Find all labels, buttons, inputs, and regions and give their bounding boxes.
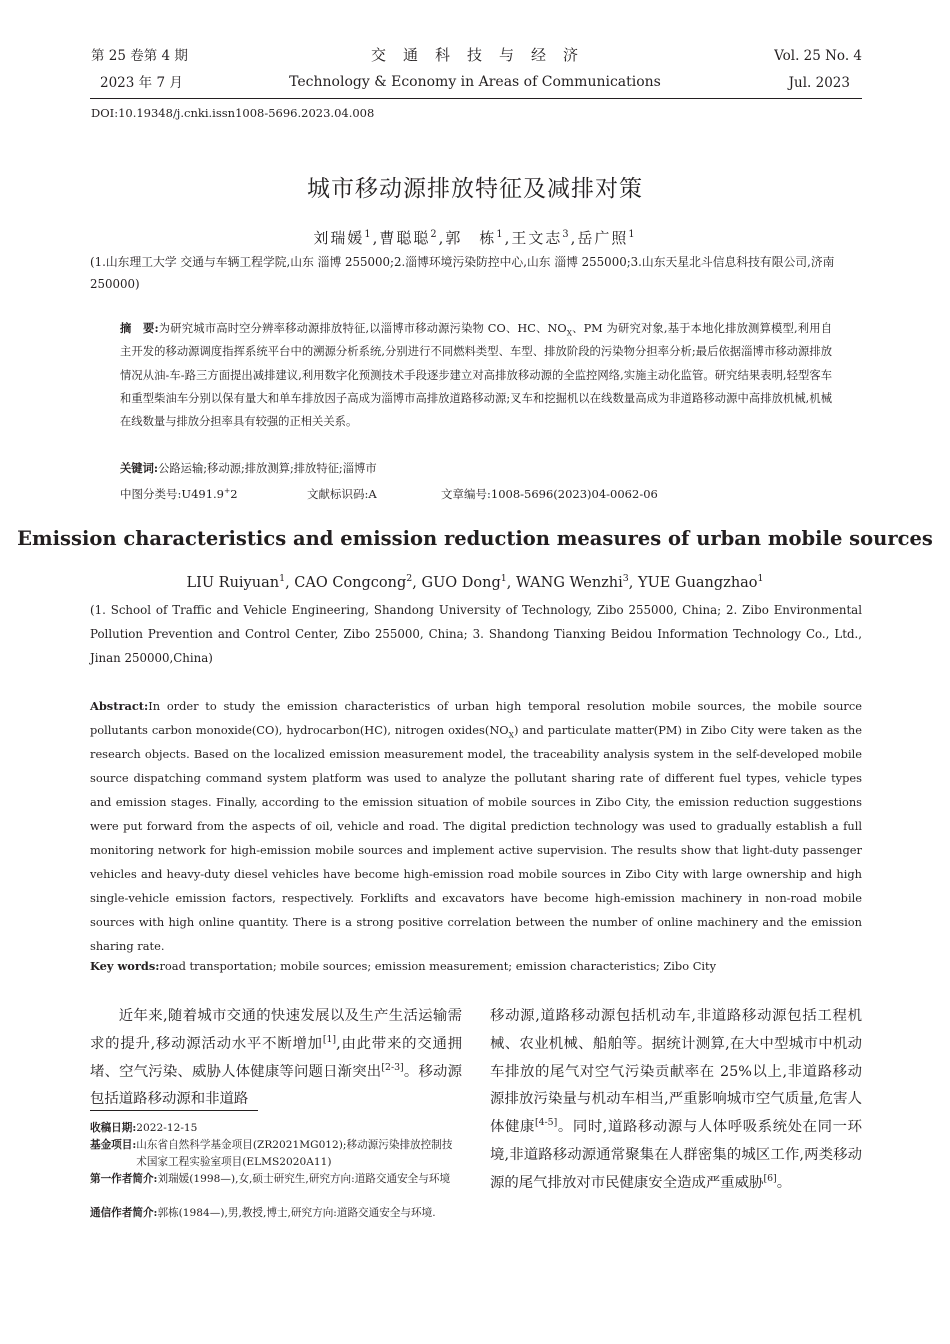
citation-ref: [1] (322, 1034, 337, 1045)
body-paragraph-left (90, 1003, 462, 1114)
title-en: Emission characteristics and emission reduction measures of urban mobile sources (17, 527, 933, 550)
footnote-corresponding-value: 郭栋(1984—),男,教授,博士,研究方向:道路交通安全与环境. (157, 1207, 436, 1219)
footnote-received-value: 2022-12-15 (136, 1122, 198, 1134)
body-text: 近年来,随着城市交通的快速发展以及生产生活运输需求的提升,移动源活动水平不断增加 (90, 1008, 462, 1052)
clc-value: U491.9 (181, 487, 224, 501)
header-vol-no-en: Vol. 25 No. 4 (774, 48, 862, 64)
footnote-fund-label: 基金项目: (90, 1139, 137, 1151)
doi: DOI:10.19348/j.cnki.issn1008-5696.2023.04.008 (91, 106, 375, 120)
abstract-en-text: ) and particulate matter(PM) in Zibo City were taken as the research objects. Based on the localized emission measurement model, the traceability analysis system in the self-developed mobile source dispatching command system platform was used to analyze the pollutant sharing rate of different fuel types, vehicle types and emission stages. Finally, according to the emission situation of mobile sources in Zibo City, the emission reduction suggestions were put forward from the aspects of oil, vehicle and road. The digital prediction technology was used to gradually establish a full monitoring network for high-emission mobile sources and implement active supervision. The results show that light-duty passenger vehicles and heavy-duty diesel vehicles have become high-emission road mobile sources in Zibo City with large ownership and high single-vehicle emission factors, respectively. Forklifts and excavators have become high-emission machinery in non-road mobile sources with high online quantity. There is a strong positive correlation between the number of online machinery and the emission sharing rate. (90, 723, 862, 953)
header-date-cn: 2023 年 7 月 (100, 75, 183, 91)
nox-subscript: X (566, 328, 572, 338)
article-number (441, 486, 658, 502)
author-en-affiliation-mark: 2 (406, 573, 413, 585)
author-cn: 曹聪聪 (379, 229, 431, 247)
footnote-received-label: 收稿日期: (90, 1122, 137, 1134)
author-cn-affiliation-mark: 1 (364, 229, 373, 240)
author-en: YUE Guangzhao (638, 575, 758, 591)
abstract-cn-text: 、PM 为研究对象,基于本地化排放测算模型,利用自主开发的移动源调度指挥系统平台中的溯源分析系统,分别进行不同燃料类型、车型、排放阶段的污染物分担率分析;最后依据淄博市移动源排放情况从油-车-路三方面提出减排建议,利用数字化预测技术手段逐步建立对高排放移动源的全监控网络,实施主动化监管。研究结果表明,轻型客车和重型柴油车分别以保有量大和单车排放因子高成为淄博市高排放道路移动源;叉车和挖掘机以在线数量高成为非道路移动源中高排放机械,机械在线数量与排放分担率具有较强的正相关关系。 (120, 322, 833, 429)
footnote-corresponding-label: 通信作者简介: (90, 1207, 158, 1219)
keywords-cn-label: 关键词: (120, 461, 159, 475)
title-cn: 城市移动源排放特征及减排对策 (307, 176, 643, 202)
abstract-cn (120, 317, 832, 433)
clc-tail: 2 (230, 487, 238, 501)
keywords-en-text: road transportation; mobile sources; emission measurement; emission characteristics; Zibo City (159, 959, 717, 973)
header-journal-name-en: Technology & Economy in Areas of Communications (289, 74, 661, 90)
footnote-rule (90, 1110, 258, 1111)
header-volume-issue: 第 25 卷第 4 期 (91, 48, 188, 64)
author-cn: 刘瑞媛 (313, 229, 365, 247)
author-en: LIU Ruiyuan (186, 575, 280, 591)
keywords-cn (120, 460, 377, 476)
clc-number (120, 486, 238, 502)
authors-cn: 刘瑞媛$^1$,曹聪聪$^2$,郭 栋$^1$,王文志$^3$,岳广照$^1$ (313, 229, 637, 247)
body-text: 。同时,道路移动源与人体呼吸系统处在同一环境,非道路移动源通常聚集在人群密集的城区工作,两类移动源的尾气排放对市民健康安全造成严重威胁 (490, 1119, 862, 1191)
footnote-first-author-value: 刘瑞媛(1998—),女,硕士研究生,研究方向:道路交通安全与环境 (157, 1173, 451, 1185)
clc-sup: + (224, 486, 231, 496)
keywords-en (90, 959, 862, 973)
affiliations-en: (1. School of Traffic and Vehicle Engineering, Shandong University of Technology, Zibo 255000, China; 2. Zibo Environmental Pollution Prevention and Control Center, Zibo 255000, China; 3. Shandong Tianxing Beidou Information Technology Co., Ltd., Jinan 250000,China) (90, 603, 862, 665)
footnote-fund (90, 1137, 462, 1171)
author-en-affiliation-mark: 1 (757, 573, 764, 585)
body-text: 。 (776, 1174, 792, 1191)
article-number-value: 1008-5696(2023)04-0062-06 (490, 487, 658, 501)
author-cn-affiliation-mark: 3 (562, 229, 571, 240)
document-code-value: A (368, 487, 377, 501)
affiliations-cn: (1.山东理工大学 交通与车辆工程学院,山东 淄博 255000;2.淄博环境污染防控中心,山东 淄博 255000;3.山东天星北斗信息科技有限公司,济南 250000) (90, 255, 835, 291)
abstract-en (90, 694, 862, 958)
abstract-cn-text: 为研究城市高时空分辨率移动源排放特征,以淄博市移动源污染物 CO、HC、NO (158, 322, 567, 335)
keywords-cn-text: 公路运输;移动源;排放测算;排放特征;淄博市 (158, 462, 377, 475)
footnote-first-author-label: 第一作者简介: (90, 1173, 158, 1185)
author-cn: 岳广照 (577, 229, 629, 247)
citation-ref: [4-5] (534, 1117, 558, 1129)
author-cn: 郭 栋 (445, 229, 497, 247)
nox-subscript: X (508, 730, 514, 740)
article-number-label: 文章编号: (441, 487, 491, 501)
abstract-cn-label: 摘 要: (120, 321, 159, 335)
citation-ref: [2-3] (381, 1061, 404, 1073)
authors-en: LIU Ruiyuan$^1$, CAO Congcong$^2$, GUO Dong$^1$, WANG Wenzhi$^3$, YUE Guangzhao$^1$ (186, 573, 764, 591)
header-rule (90, 98, 862, 99)
body-text: ,由此带来的交通拥堵、空气污染、威胁人体健康等问题日渐突出 (90, 1035, 462, 1080)
citation-ref: [6] (763, 1172, 777, 1184)
keywords-en-label: Key words: (90, 959, 160, 973)
author-cn-affiliation-mark: 2 (430, 229, 439, 240)
document-code-label: 文献标识码: (307, 487, 369, 501)
abstract-en-text: In order to study the emission characteristics of urban high temporal resolution mobile sources, the mobile source pollutants carbon monoxide(CO), hydrocarbon(HC), nitrogen oxides(NO (90, 699, 862, 737)
body-text: 。移动源包括道路移动源和非道路 (90, 1063, 462, 1108)
body-text: 移动源,道路移动源包括机动车,非道路移动源包括工程机械、农业机械、船舶等。据统计测算,在大中型城市中机动车排放的尾气对空气污染贡献率在 25%以上,非道路移动源排放污染量与机动车相当,严重影响城市空气质量,危害人体健康 (490, 1008, 862, 1136)
author-en: WANG Wenzhi (515, 575, 623, 591)
clc-label: 中图分类号: (120, 487, 182, 501)
author-en-affiliation-mark: 1 (279, 573, 286, 585)
author-cn-affiliation-mark: 1 (496, 229, 505, 240)
footnote-fund-value: 山东省自然科学基金项目(ZR2021MG012);移动源污染排放控制技术国家工程实验室项目(ELMS2020A11) (136, 1139, 453, 1168)
author-en-affiliation-mark: 1 (500, 573, 507, 585)
author-en-affiliation-mark: 3 (622, 573, 629, 585)
author-cn-affiliation-mark: 1 (628, 229, 637, 240)
document-code (307, 486, 377, 502)
author-en: GUO Dong (421, 575, 501, 591)
body-paragraph-right (490, 1003, 862, 1198)
header-date-en: Jul. 2023 (788, 75, 850, 91)
author-cn: 王文志 (511, 229, 563, 247)
footnote-received (90, 1120, 462, 1137)
abstract-en-label: Abstract: (90, 699, 149, 713)
footnote-first-author (90, 1171, 462, 1188)
author-en: CAO Congcong (294, 575, 407, 591)
footnote-corresponding-author (90, 1205, 462, 1222)
header-journal-name-cn: 交 通 科 技 与 经 济 (370, 46, 579, 64)
